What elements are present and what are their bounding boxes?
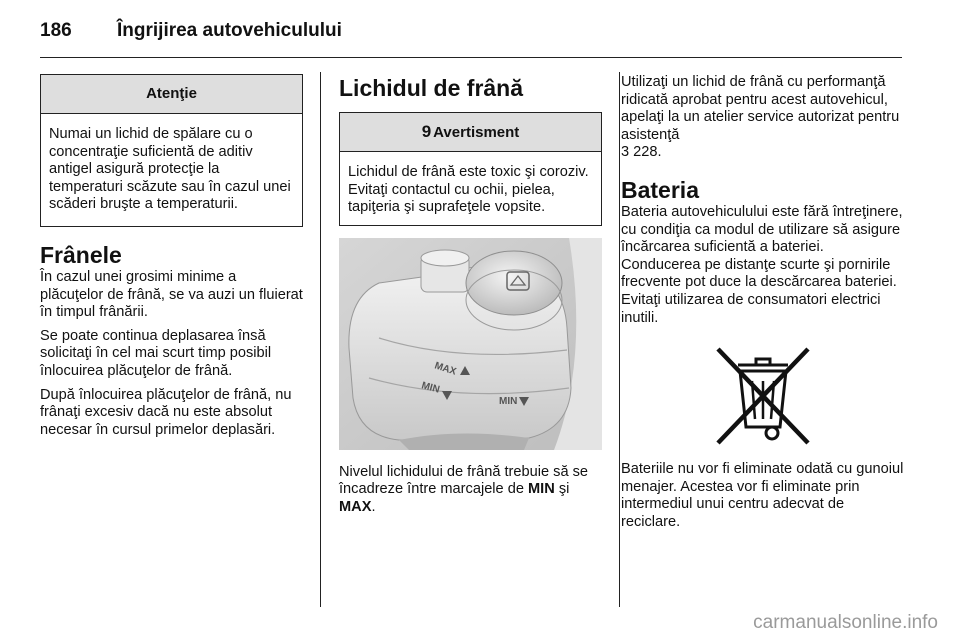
battery-heading: Bateria: [621, 176, 699, 203]
min-mark-label-left: MIN: [420, 380, 441, 396]
warning-text: Lichidul de frână este toxic şi coroziv. Evitaţi contactul cu ochii, pielea, tapiţeria şi suprafeţele vopsite.: [348, 164, 589, 216]
attention-text: Numai un lichid de spălare cu o concentraţie suficientă de aditiv antigel asigură protecţie la temperaturi scăzute sau în cazul unei scăderi bruşte a temperaturii.: [49, 126, 291, 213]
fluid-recommendation: Utilizaţi un lichid de frână cu performanţă ridicată aprobat pentru acest autovehicul, apelaţi la un atelier service autorizat pentru asistenţă 3 228.: [621, 74, 900, 161]
warning-title: Avertisment: [433, 124, 520, 141]
brake-fluid-heading: Lichidul de frână: [339, 75, 524, 101]
fluid-level-text: Nivelul lichidului de frână trebuie să se încadreze între marcajele de MIN şi MAX.: [339, 463, 589, 515]
max-mark-label: MAX: [433, 360, 458, 378]
column-divider-right: [619, 72, 620, 607]
column-left: [40, 74, 303, 445]
brake-fluid-reservoir-image: [339, 238, 602, 450]
battery-paragraph: Bateria autovehiculului este fără întreţinere, cu condiţia ca modul de utilizare să asigure încărcarea suficientă a bateriei. Conducerea pe distanţe scurte şi pornirile frecvente pot duce la descărcarea bateriei. Evitaţi utilizarea de consumatori electrici inutili.: [621, 203, 903, 326]
watermark: carmanualsonline.info: [753, 612, 938, 633]
page-header: [40, 14, 920, 44]
header-rule: [40, 57, 902, 58]
column-divider-left: [320, 72, 321, 607]
battery-disposal-text: Bateriile nu vor fi eliminate odată cu gunoiul menajer. Acestea vor fi eliminate prin intermediul unui centru adecvat de reciclare.: [621, 461, 904, 530]
column-right: [621, 74, 905, 538]
brakes-heading: Frânele: [40, 241, 122, 268]
column-middle: [339, 74, 602, 523]
attention-box: [40, 74, 303, 227]
min-mark-label-right: MIN: [499, 395, 518, 407]
brakes-paragraph: După înlocuirea plăcuţelor de frână, nu frânaţi excesiv dacă nu este absolut necesar în cursul primelor deplasări.: [40, 386, 292, 438]
warning-triangle-icon: 9: [421, 122, 432, 141]
warning-header: [340, 113, 601, 152]
page-number: 186: [40, 20, 72, 41]
brakes-paragraph: În cazul unei grosimi minime a plăcuţelor de frână, se va auzi un fluierat în timpul frânării.: [40, 268, 303, 321]
brakes-paragraph: Se poate continua deplasarea însă solicitaţi în cel mai scurt timp posibil înlocuirea plăcuţelor de frână.: [40, 327, 272, 379]
warning-box: [339, 112, 602, 226]
crossed-out-wheelie-bin-icon: [708, 341, 818, 451]
chapter-title: Îngrijirea autovehiculului: [117, 20, 342, 41]
attention-title: Atenţie: [41, 75, 302, 114]
page-reference-icon: 3: [621, 144, 630, 161]
